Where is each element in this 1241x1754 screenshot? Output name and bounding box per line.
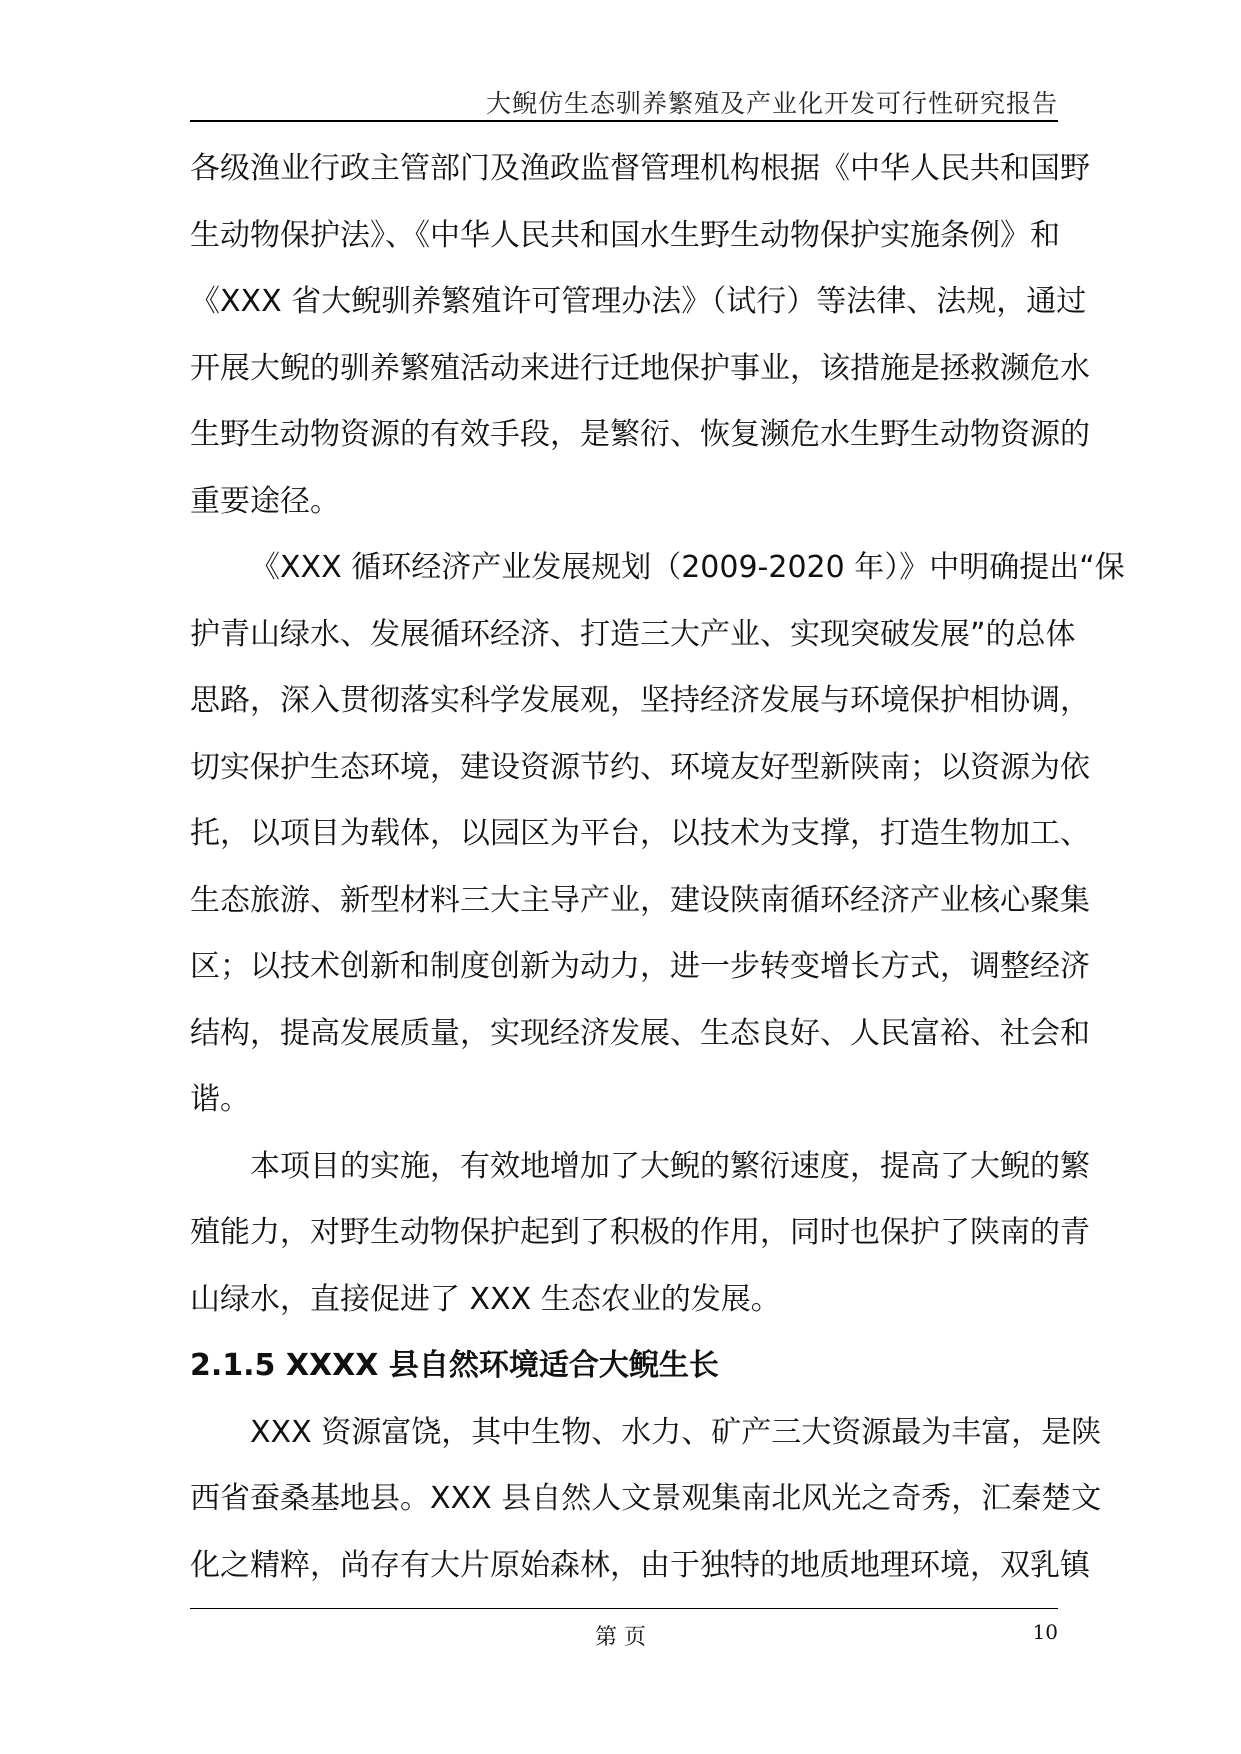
document-body xyxy=(190,136,1125,1599)
header-rule xyxy=(190,120,1058,122)
paragraph xyxy=(190,1134,1090,1334)
text-line: XXX 资源富饶，其中生物、水力、矿产三大资源最为丰富，是陕 xyxy=(250,1414,1102,1450)
text-line: 化之精粹，尚存有大片原始森林，由于独特的地质地理环境，双乳镇 xyxy=(190,1547,1090,1583)
footer-rule xyxy=(190,1608,1058,1609)
text-line: 《XXX 省大鲵驯养繁殖许可管理办法》（试行）等法律、法规，通过 xyxy=(190,284,1087,319)
text-line: 托，以项目为载体，以园区为平台，以技术为支撑，打造生物加工、 xyxy=(190,816,1090,851)
text-line: 生态旅游、新型材料三大主导产业，建设陕南循环经济产业核心聚集 xyxy=(190,882,1090,918)
text-line: 区；以技术创新和制度创新为动力，进一步转变增长方式，调整经济 xyxy=(190,949,1090,984)
text-line: 山绿水，直接促进了 XXX 生态农业的发展。 xyxy=(190,1281,781,1317)
text-line: 开展大鲵的驯养繁殖活动来进行迁地保护事业，该措施是拯救濒危水 xyxy=(190,350,1090,386)
text-line: 各级渔业行政主管部门及渔政监督管理机构根据《中华人民共和国野 xyxy=(190,151,1090,186)
paragraph xyxy=(190,1400,1102,1600)
page-label: 第 页 xyxy=(595,1625,646,1650)
text-line: 护青山绿水、发展循环经济、打造三大产业、实现突破发展”的总体 xyxy=(190,616,1076,652)
paragraph xyxy=(190,535,1125,1134)
text-line: 《XXX 循环经济产业发展规划（2009-2020 年）》中明确提出“保 xyxy=(250,550,1125,585)
paragraph xyxy=(190,136,1090,535)
text-line: 殖能力，对野生动物保护起到了积极的作用，同时也保护了陕南的青 xyxy=(190,1215,1090,1250)
text-line: 谐。 xyxy=(190,1082,250,1117)
page-number: 10 xyxy=(1032,1620,1058,1644)
text-line: 重要途径。 xyxy=(190,483,340,519)
section-heading: 2.1.5 XXXX 县自然环境适合大鲵生长 xyxy=(190,1348,719,1383)
text-line: 生动物保护法》、《中华人民共和国水生野生动物保护实施条例》和 xyxy=(190,217,1060,253)
text-line: 西省蚕桑基地县。XXX 县自然人文景观集南北风光之奇秀，汇秦楚文 xyxy=(190,1481,1102,1516)
text-line: 生野生动物资源的有效手段，是繁衍、恢复濒危水生野生动物资源的 xyxy=(190,417,1090,452)
running-header: 大鲵仿生态驯养繁殖及产业化开发可行性研究报告 xyxy=(485,89,1058,118)
text-line: 本项目的实施，有效地增加了大鲵的繁衍速度，提高了大鲵的繁 xyxy=(250,1148,1090,1184)
text-line: 切实保护生态环境，建设资源节约、环境友好型新陕南；以资源为依 xyxy=(190,749,1090,785)
text-line: 思路，深入贯彻落实科学发展观，坚持经济发展与环境保护相协调， xyxy=(190,683,1090,718)
text-line: 结构，提高发展质量，实现经济发展、生态良好、人民富裕、社会和 xyxy=(190,1015,1090,1051)
